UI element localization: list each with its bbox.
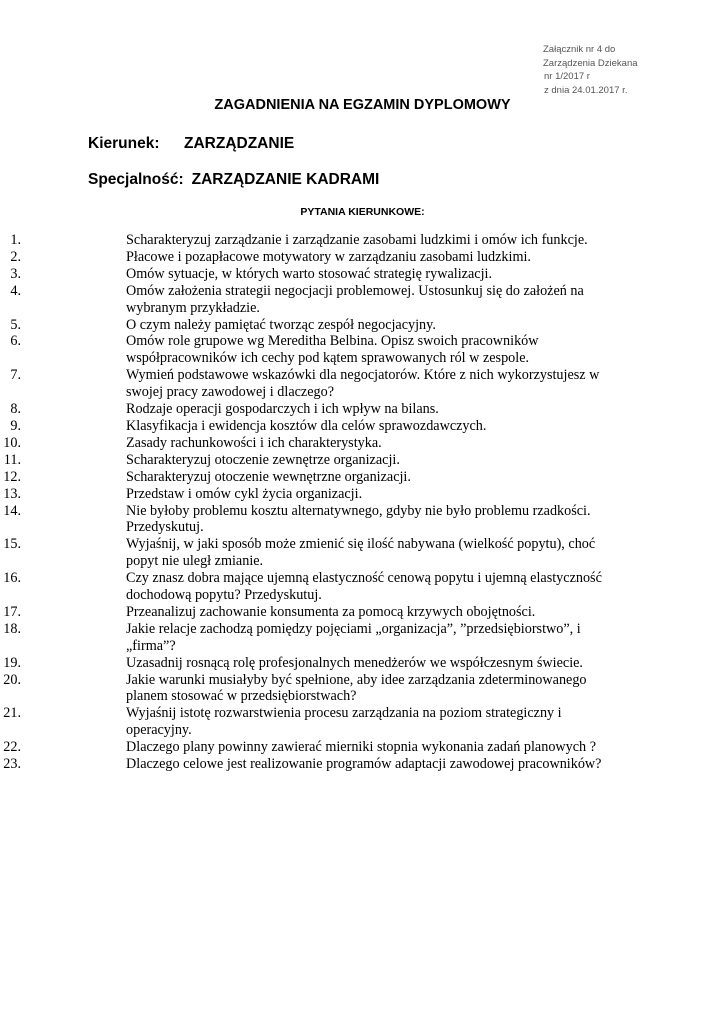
- question-item: [0, 249, 626, 266]
- specialization: [88, 171, 379, 189]
- question-number: 7.: [10, 367, 21, 384]
- question-item: [0, 283, 626, 317]
- question-text: Płacowe i pozapłacowe motywatory w zarządzaniu zasobami ludzkimi.: [126, 248, 531, 265]
- question-text: Uzasadnij rosnącą rolę profesjonalnych menedżerów we współczesnym świecie.: [126, 654, 583, 671]
- question-item: [0, 333, 626, 367]
- question-number: 4.: [10, 282, 21, 299]
- question-text: Rodzaje operacji gospodarczych i ich wpływ na bilans.: [126, 401, 439, 418]
- question-item: [0, 739, 626, 756]
- question-number: 19.: [3, 654, 21, 671]
- question-number: 20.: [3, 671, 21, 688]
- question-item: [0, 604, 626, 621]
- question-item: [0, 621, 626, 655]
- question-item: [0, 655, 626, 672]
- question-text: O czym należy pamiętać tworząc zespół negocjacyjny.: [126, 316, 436, 333]
- specialization-value: ZARZĄDZANIE KADRAMI: [191, 171, 380, 188]
- annex-note: [543, 43, 718, 97]
- question-item: [0, 367, 626, 401]
- question-item: [0, 452, 626, 469]
- document-title: ZAGADNIENIA NA EGZAMIN DYPLOMOWY: [214, 97, 511, 113]
- questions-list: [0, 232, 725, 773]
- question-text: Omów założenia strategii negocjacji problemowej. Ustosunkuj się do założeń na wybranym przykładzie.: [126, 282, 584, 316]
- question-number: 3.: [10, 265, 21, 282]
- question-text: Wymień podstawowe wskazówki dla negocjatorów. Które z nich wykorzystujesz w swojej pracy zawodowej i dlaczego?: [126, 367, 600, 401]
- annex-line: nr 1/2017 r: [544, 71, 590, 82]
- question-number: 22.: [3, 739, 21, 756]
- question-number: 23.: [3, 756, 21, 773]
- question-text: Dlaczego plany powinny zawierać mierniki stopnia wykonania zadań planowych ?: [126, 739, 596, 756]
- annex-line: Zarządzenia Dziekana: [543, 57, 638, 69]
- question-item: [0, 570, 626, 604]
- question-number: 14.: [3, 502, 21, 519]
- question-text: Scharakteryzuj otoczenie wewnętrzne organizacji.: [126, 468, 411, 485]
- question-text: Omów role grupowe wg Mereditha Belbina. Opisz swoich pracowników współpracowników ich cechy pod kątem sprawowanych ról w zespole.: [126, 333, 539, 367]
- question-text: Czy znasz dobra mające ujemną elastyczność cenową popytu i ujemną elastyczność dochodową popytu? Przedyskutuj.: [126, 570, 602, 604]
- question-number: 11.: [3, 451, 21, 468]
- question-item: [0, 486, 626, 503]
- question-number: 2.: [10, 248, 21, 265]
- question-text: Przedstaw i omów cykl życia organizacji.: [126, 485, 363, 502]
- question-number: 5.: [10, 316, 21, 333]
- question-text: Omów sytuacje, w których warto stosować strategię rywalizacji.: [126, 265, 493, 282]
- question-text: Wyjaśnij, w jaki sposób może zmienić się ilość nabywana (wielkość popytu), choć popyt nie uległ zmianie.: [126, 536, 596, 570]
- question-text: Nie byłoby problemu kosztu alternatywnego, gdyby nie było problemu rzadkości. Przedyskutuj.: [126, 502, 591, 536]
- question-text: Jakie warunki musiałyby być spełnione, aby idee zarządzania zdeterminowanego planem stosować w przedsiębiorstwach?: [126, 671, 587, 705]
- question-text: Klasyfikacja i ewidencja kosztów dla celów sprawozdawczych.: [126, 417, 487, 434]
- question-text: Zasady rachunkowości i ich charakterystyka.: [126, 434, 382, 451]
- question-item: [0, 418, 626, 435]
- question-text: Scharakteryzuj zarządzanie i zarządzanie zasobami ludzkimi i omów ich funkcje.: [126, 232, 588, 248]
- section-subtitle: PYTANIA KIERUNKOWE:: [300, 206, 425, 218]
- question-text: Dlaczego celowe jest realizowanie programów adaptacji zawodowej pracowników?: [126, 756, 602, 773]
- question-number: 21.: [3, 705, 21, 722]
- field-of-study: [88, 135, 294, 153]
- field-of-study-value: ZARZĄDZANIE: [184, 135, 295, 152]
- question-item: [0, 317, 626, 334]
- question-number: 8.: [10, 401, 21, 418]
- question-number: 9.: [10, 417, 21, 434]
- question-item: [0, 705, 626, 739]
- annex-line: Załącznik nr 4 do: [543, 44, 616, 55]
- question-number: 17.: [3, 603, 21, 620]
- question-number: 15.: [3, 536, 21, 553]
- question-item: [0, 232, 626, 249]
- question-item: [0, 672, 626, 706]
- question-item: [0, 401, 626, 418]
- question-text: Jakie relacje zachodzą pomiędzy pojęciami „organizacja”, ”przedsiębiorstwo”, i „firma”?: [126, 620, 581, 654]
- question-item: [0, 266, 626, 283]
- specialization-label: Specjalność:: [88, 171, 184, 188]
- question-item: [0, 536, 626, 570]
- question-item: [0, 503, 626, 537]
- question-item: [0, 756, 626, 773]
- question-text: Wyjaśnij istotę rozwarstwienia procesu zarządzania na poziom strategiczny i operacyjny.: [126, 705, 562, 739]
- question-text: Przeanalizuj zachowanie konsumenta za pomocą krzywych obojętności.: [126, 603, 536, 620]
- question-item: [0, 469, 626, 486]
- question-number: 12.: [3, 468, 21, 485]
- question-number: 1.: [10, 232, 21, 248]
- field-of-study-label: Kierunek:: [88, 135, 160, 152]
- question-item: [0, 435, 626, 452]
- question-number: 6.: [10, 333, 21, 350]
- annex-line: z dnia 24.01.2017 r.: [544, 84, 628, 96]
- question-number: 10.: [3, 434, 21, 451]
- question-number: 18.: [3, 620, 21, 637]
- question-number: 13.: [3, 485, 21, 502]
- question-text: Scharakteryzuj otoczenie zewnętrze organizacji.: [126, 451, 400, 468]
- question-number: 16.: [3, 570, 21, 587]
